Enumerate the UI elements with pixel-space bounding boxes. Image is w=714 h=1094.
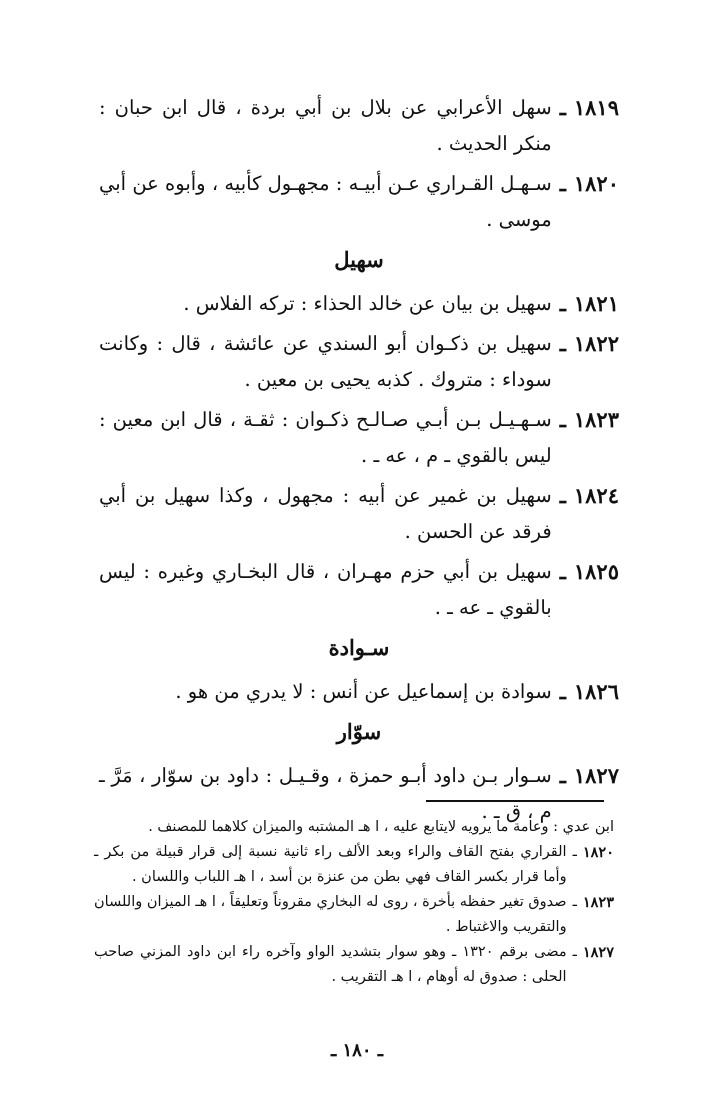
entry-text: سهل الأعرابي عن بلال بن أبي بردة ، قال ابن حبان : منكر الحديث .: [99, 96, 552, 155]
footnote-number: ١٨٢٠: [582, 844, 614, 861]
footnote-1827: [94, 940, 614, 990]
entry-dash: ـ: [559, 171, 566, 196]
entry-dash: ـ: [559, 95, 566, 120]
entry-dash: ـ: [559, 291, 566, 316]
entry-1824: [99, 478, 619, 550]
entry-dash: ـ: [559, 407, 566, 432]
entry-dash: ـ: [559, 679, 566, 704]
entry-number: ١٨٢٣: [573, 407, 619, 432]
footnote-divider: [426, 800, 604, 802]
entry-dash: ـ: [559, 331, 566, 356]
footnote-number: ١٨٢٣: [582, 894, 614, 911]
entry-1825: [99, 554, 619, 626]
footnote-text: صدوق تغير حفظه بأخرة ، روى له البخاري مقروناً وتعليقاً ، ا هـ الميزان واللسان والتقريب والاغتباط .: [94, 894, 567, 935]
entry-1821: [99, 286, 619, 322]
entry-text: سهيل بن ذكـوان أبو السندي عن عائشة ، قال : وكانت سوداء : متروك . كذبه يحيى بن معين .: [99, 332, 552, 391]
entry-number: ١٨٢١: [573, 291, 619, 316]
footnote-continuation: ابن عدي : وعامة ما يرويه لايتابع عليه ، ا هـ المشتبه والميزان كلاهما للمصنف .: [148, 819, 614, 835]
entry-dash: ـ: [559, 559, 566, 584]
entry-number: ١٨٢٥: [573, 559, 619, 584]
entry-dash: ـ: [559, 483, 566, 508]
footnote-dash: ـ: [572, 844, 577, 860]
entries-list: [99, 90, 619, 834]
entry-text: سـهـيـل بـن أبـي صـالـح ذكـوان : ثقـة ، قال ابن معين : ليس بالقوي ـ م ، عه ـ .: [99, 408, 552, 467]
entry-1820: [99, 166, 619, 238]
entry-1819: [99, 90, 619, 162]
footnote-text: القراري بفتح القاف والراء وبعد الألف راء ثانية نسبة إلى قرار قبيلة من بكر ـ وأما قرار بكسر القاف فهي بطن من عنزة بن أسد ، ا هـ اللباب واللسان .: [94, 844, 567, 885]
entry-text: سهيل بن بيان عن خالد الحذاء : تركه الفلاس .: [183, 292, 552, 315]
footnotes: [94, 815, 614, 990]
section-heading-sawwar: سوّار: [336, 719, 382, 744]
footnote-dash: ـ: [572, 894, 577, 910]
entry-text: سـهـل القـراري عـن أبيـه : مجهـول كأبيه ، وأبوه عن أبي موسى .: [99, 172, 552, 231]
section-heading-sawada: سـوادة: [328, 635, 390, 660]
footnote-1823: [94, 890, 614, 940]
entry-text: سهيل بن أبي حزم مهـران ، قال البخـاري وغيره : ليس بالقوي ـ عه ـ .: [99, 560, 552, 619]
entry-number: ١٨٢٤: [573, 483, 619, 508]
entry-number: ١٨٢٠: [573, 171, 619, 196]
footnote-number: ١٨٢٧: [582, 944, 614, 961]
entry-1823: [99, 402, 619, 474]
footnote-text: مضى برقم ١٣٢٠ ـ وهو سوار بتشديد الواو وآخره راء ابن داود المزني صاحب الحلى : صدوق له أوهام ، ا هـ التقريب .: [94, 944, 567, 985]
entry-number: ١٨٢٢: [573, 331, 619, 356]
entry-text: سوادة بن إسماعيل عن أنس : لا يدري من هو .: [175, 680, 552, 703]
page-number: ـ ١٨٠ ـ: [330, 1040, 384, 1061]
entry-dash: ـ: [559, 763, 566, 788]
footnote-dash: ـ: [572, 944, 577, 960]
entry-text: سـوار بـن داود أبـو حمزة ، وقـيـل : داود بن سوّار ، مَرَّ ـ م ، ق ـ .: [99, 764, 552, 823]
section-heading-suhayl: سهيل: [334, 247, 384, 272]
entry-text: سهيل بن غمير عن أبيه : مجهول ، وكذا سهيل بن أبي فرقد عن الحسن .: [99, 484, 552, 543]
entry-1826: [99, 674, 619, 710]
footnote-1820: [94, 840, 614, 890]
entry-number: ١٨٢٧: [573, 763, 619, 788]
entry-1822: [99, 326, 619, 398]
entry-number: ١٨١٩: [573, 95, 619, 120]
entry-number: ١٨٢٦: [573, 679, 619, 704]
